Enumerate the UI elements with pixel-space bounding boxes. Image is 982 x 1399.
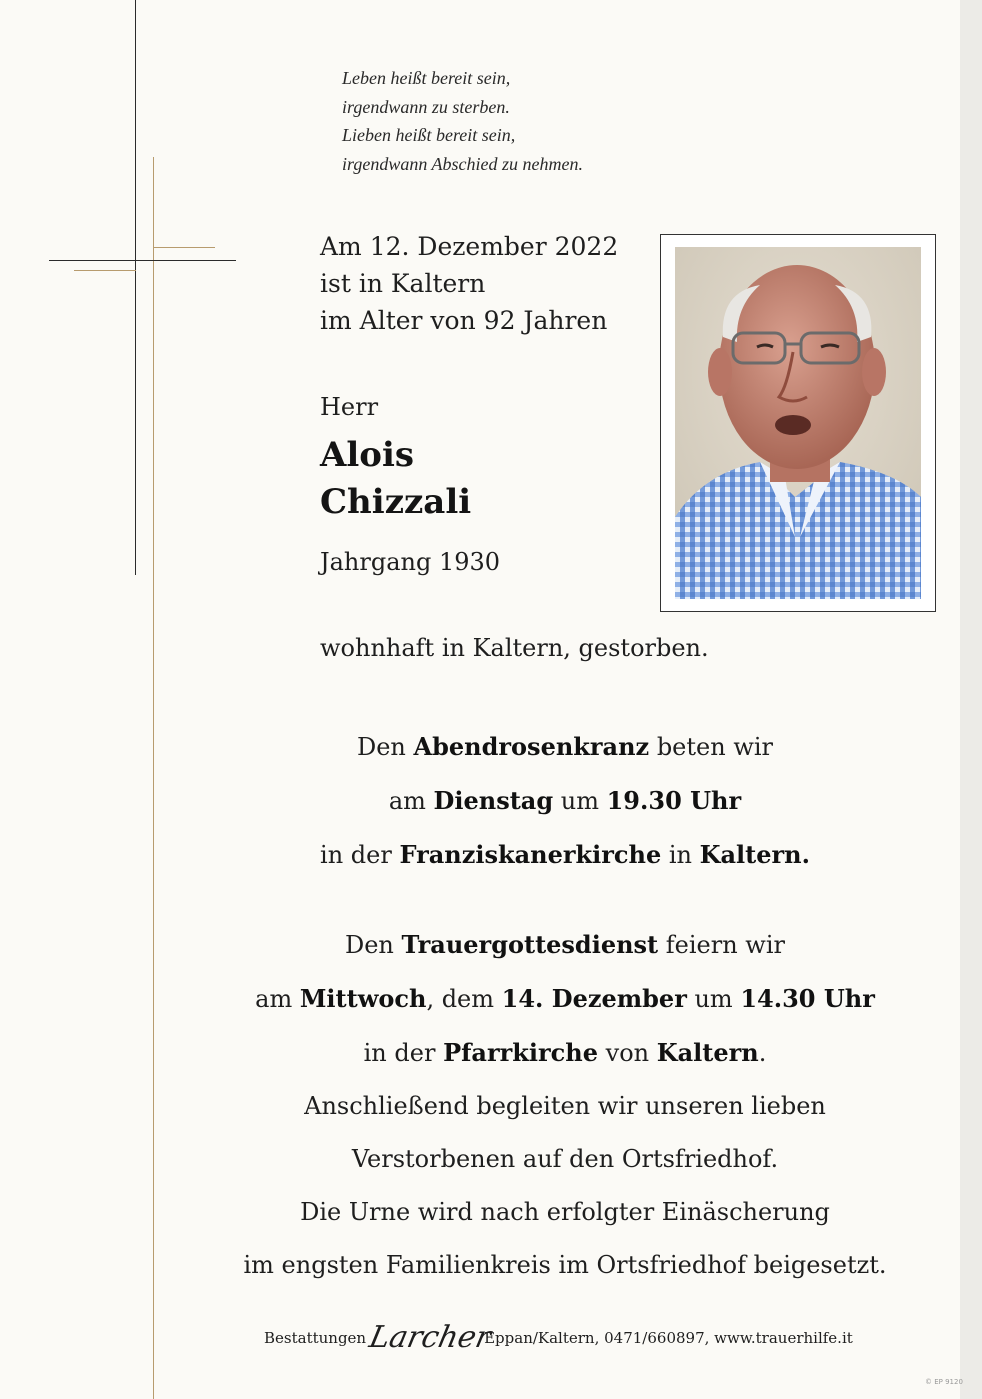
text: in der (363, 1039, 444, 1067)
poem-line: irgendwann zu sterben. (342, 96, 510, 117)
rosary-church: Franziskanerkirche (399, 840, 662, 869)
rosary-term: Abendrosenkranz (413, 732, 650, 761)
print-code: © EP 9120 (925, 1378, 963, 1386)
cross-vertical-dark (135, 0, 136, 575)
text: in (661, 841, 700, 869)
rosary-announcement (150, 720, 980, 882)
age-line: im Alter von 92 Jahren (320, 306, 608, 335)
poem (342, 64, 583, 178)
logo-text: Larcher (366, 1320, 494, 1355)
funeral-line-5: Verstorbenen auf den Ortsfriedhof. (351, 1145, 779, 1173)
rosary-line-1 (150, 720, 980, 774)
deceased-name (320, 432, 471, 526)
funeral-term: Trauergottesdienst (401, 930, 659, 959)
funeral-home-footer (264, 1318, 853, 1358)
rosary-line-3 (150, 828, 980, 882)
portrait-photo (675, 247, 921, 599)
cross-horizontal-dark (49, 260, 236, 261)
text: von (598, 1039, 657, 1067)
text: um (553, 787, 607, 815)
portrait-frame (660, 234, 936, 612)
birth-year: Jahrgang 1930 (320, 548, 501, 576)
text: beten wir (649, 733, 774, 761)
funeral-line-6: Die Urne wird nach erfolgter Einäscherung (300, 1198, 830, 1226)
date-line: Am 12. Dezember 2022 (320, 232, 619, 261)
place-line: ist in Kaltern (320, 269, 486, 298)
funeral-announcement (150, 918, 980, 1292)
text: . (758, 1039, 767, 1067)
funeral-line-1 (150, 918, 980, 972)
rosary-day: Dienstag (433, 786, 554, 815)
rosary-line-2 (150, 774, 980, 828)
text: feiern wir (658, 931, 785, 959)
poem-line: irgendwann Abschied zu nehmen. (342, 153, 583, 174)
rosary-time: 19.30 Uhr (606, 786, 742, 815)
cross-horizontal-gold-right (153, 247, 215, 248)
text: um (686, 985, 741, 1013)
funeral-line-4: Anschließend begleiten wir unseren lieben (304, 1092, 826, 1120)
poem-line: Lieben heißt bereit sein, (342, 125, 516, 145)
funeral-line-3 (150, 1026, 980, 1080)
funeral-town: Kaltern (656, 1038, 759, 1067)
residence-line: wohnhaft in Kaltern, gestorben. (320, 634, 709, 662)
cross-horizontal-gold-left (74, 270, 136, 271)
funeral-line-2 (150, 972, 980, 1026)
funeral-time: 14.30 Uhr (740, 984, 875, 1013)
funeral-church: Pfarrkirche (443, 1038, 598, 1067)
text: am (388, 787, 434, 815)
funeral-date: 14. Dezember (501, 984, 687, 1013)
footer-prefix: Bestattungen (264, 1329, 367, 1347)
poem-line: Leben heißt bereit sein, (342, 68, 511, 88)
text: in der (320, 841, 400, 869)
first-name: Alois (320, 435, 415, 475)
funeral-line-7: im engsten Familienkreis im Ortsfriedhof beigesetzt. (243, 1251, 887, 1279)
rosary-town: Kaltern. (699, 840, 810, 869)
honorific: Herr (320, 393, 379, 421)
text: , dem (426, 985, 502, 1013)
footer-contact: Eppan/Kaltern, 0471/660897, www.trauerhilfe.it (484, 1329, 853, 1347)
text: am (255, 985, 300, 1013)
text: Den (344, 931, 402, 959)
larcher-logo (366, 1318, 494, 1358)
last-name: Chizzali (320, 482, 472, 522)
death-announcement (320, 228, 618, 339)
funeral-day: Mittwoch (299, 984, 427, 1013)
text: Den (356, 733, 414, 761)
